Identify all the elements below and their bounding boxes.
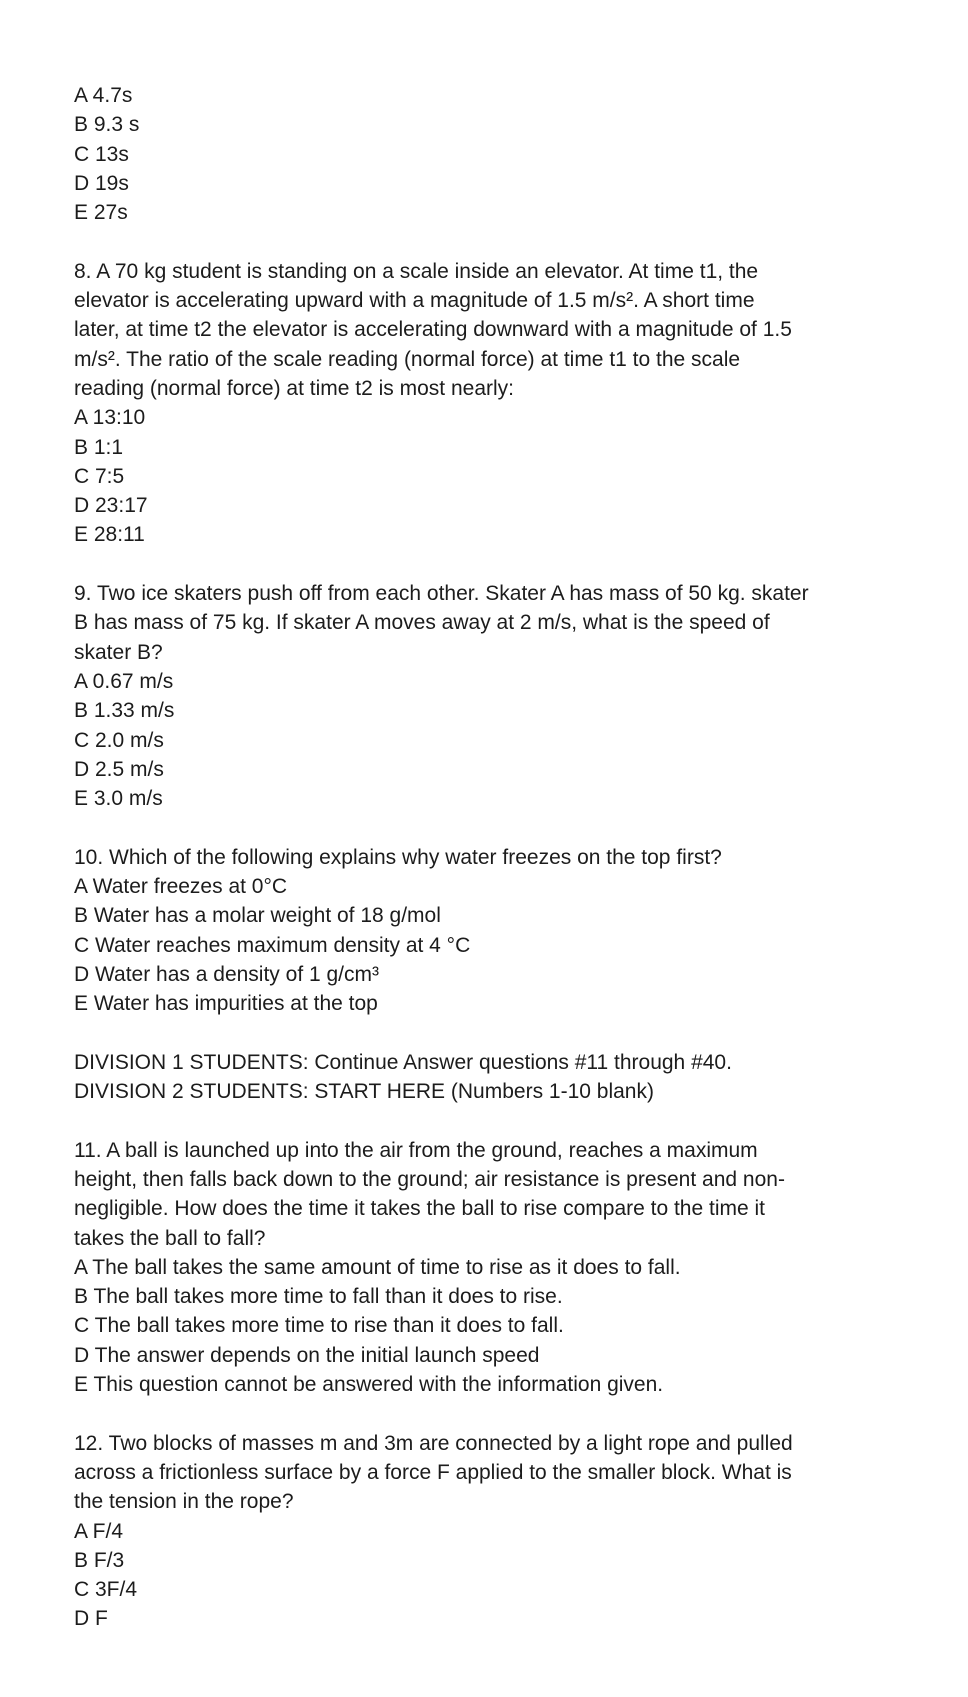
question-text-line: 11. A ball is launched up into the air from the ground, reaches a maximum [74, 1138, 758, 1162]
question-text-line: across a frictionless surface by a force F applied to the smaller block. What is [74, 1460, 792, 1484]
question-text-line: the tension in the rope? [74, 1490, 294, 1514]
question-10 [74, 843, 904, 1019]
option-b: B Water has a molar weight of 18 g/mol [74, 904, 441, 928]
option-b: B 1.33 m/s [74, 699, 175, 723]
option-a: A The ball takes the same amount of time to rise as it does to fall. [74, 1255, 681, 1279]
question-9 [74, 579, 904, 813]
option-c: C 3F/4 [74, 1578, 138, 1602]
option-c: C Water reaches maximum density at 4 °C [74, 933, 471, 957]
question-text-line: elevator is accelerating upward with a magnitude of 1.5 m/s². A short time [74, 289, 755, 313]
question-text-line: reading (normal force) at time t2 is most nearly: [74, 376, 514, 400]
option-b: B F/3 [74, 1548, 125, 1572]
spacer [74, 813, 904, 842]
option-d: D F [74, 1607, 108, 1631]
option-c: C 13s [74, 142, 129, 166]
spacer [74, 227, 904, 256]
option-a: A 13:10 [74, 406, 146, 430]
option-d: D 2.5 m/s [74, 757, 164, 781]
question-text-line: 12. Two blocks of masses m and 3m are connected by a light rope and pulled [74, 1431, 793, 1455]
spacer [74, 1019, 904, 1048]
option-b: B 1:1 [74, 435, 124, 459]
option-a: A F/4 [74, 1519, 124, 1543]
option-d: D 23:17 [74, 494, 148, 518]
question-text-line: later, at time t2 the elevator is accelerating downward with a magnitude of 1.5 [74, 318, 792, 342]
option-a: A 4.7s [74, 84, 133, 107]
option-d: D 19s [74, 171, 129, 195]
option-e: E 3.0 m/s [74, 787, 163, 811]
option-a: A 0.67 m/s [74, 669, 174, 693]
option-b: B 9.3 s [74, 113, 140, 137]
question-12 [74, 1429, 904, 1634]
spacer [74, 550, 904, 579]
division-2-instruction: DIVISION 2 STUDENTS: START HERE (Numbers 1-10 blank) [74, 1080, 654, 1104]
option-c: C The ball takes more time to rise than it does to fall. [74, 1314, 564, 1338]
question-text-line: takes the ball to fall? [74, 1226, 266, 1250]
question-text-line: 10. Which of the following explains why water freezes on the top first? [74, 845, 722, 869]
option-c: C 7:5 [74, 464, 125, 488]
division-notice [74, 1048, 904, 1107]
question-text-line: 8. A 70 kg student is standing on a scale inside an elevator. At time t1, the [74, 259, 759, 283]
document-page [74, 81, 904, 1634]
option-e: E This question cannot be answered with the information given. [74, 1373, 664, 1397]
question-8 [74, 257, 904, 550]
question-7-options [74, 81, 904, 227]
option-d: D The answer depends on the initial launch speed [74, 1343, 540, 1367]
option-b: B The ball takes more time to fall than it does to rise. [74, 1285, 563, 1309]
question-text-line: negligible. How does the time it takes the ball to rise compare to the time it [74, 1197, 766, 1221]
question-text-line: B has mass of 75 kg. If skater A moves away at 2 m/s, what is the speed of [74, 611, 770, 635]
option-e: E 27s [74, 201, 128, 225]
spacer [74, 1399, 904, 1428]
option-c: C 2.0 m/s [74, 728, 164, 752]
question-text-line: m/s². The ratio of the scale reading (normal force) at time t1 to the scale [74, 347, 741, 371]
option-d: D Water has a density of 1 g/cm³ [74, 962, 380, 986]
question-text-line: height, then falls back down to the ground; air resistance is present and non- [74, 1167, 785, 1191]
spacer [74, 1106, 904, 1135]
question-11 [74, 1136, 904, 1400]
question-text-line: skater B? [74, 640, 163, 664]
option-e: E Water has impurities at the top [74, 992, 378, 1016]
question-text-line: 9. Two ice skaters push off from each other. Skater A has mass of 50 kg. skater [74, 582, 809, 606]
option-a: A Water freezes at 0°C [74, 875, 288, 899]
option-e: E 28:11 [74, 523, 145, 547]
division-1-instruction: DIVISION 1 STUDENTS: Continue Answer questions #11 through #40. [74, 1050, 732, 1074]
